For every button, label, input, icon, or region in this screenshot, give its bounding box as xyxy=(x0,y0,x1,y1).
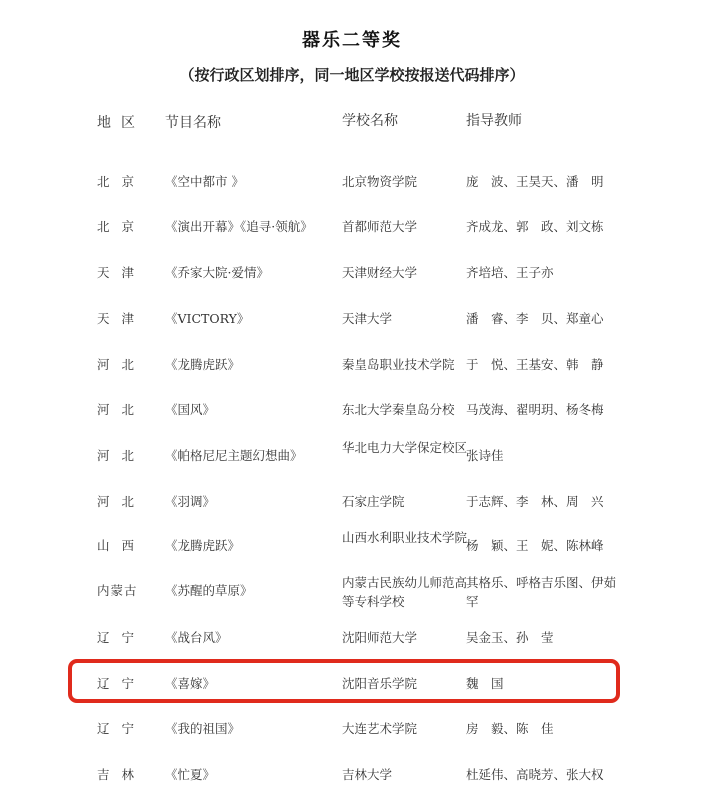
cell-region: 河北 xyxy=(97,357,147,372)
cell-teacher: 张诗佳 xyxy=(466,448,504,463)
cell-region: 河北 xyxy=(97,448,147,463)
cell-school: 大连艺术学院 xyxy=(342,721,418,736)
table-row xyxy=(0,400,704,440)
cell-program: 《VICTORY》 xyxy=(165,311,250,326)
cell-school: 东北大学秦皇岛分校 xyxy=(342,402,455,417)
cell-region: 辽宁 xyxy=(97,721,147,736)
cell-region: 河北 xyxy=(97,402,147,417)
cell-school: 天津财经大学 xyxy=(342,265,418,280)
cell-school: 山西水利职业技术学院 xyxy=(342,530,468,545)
cell-program: 《战台风》 xyxy=(165,630,228,645)
cell-teacher: 吴金玉、孙 莹 xyxy=(466,630,554,645)
cell-school: 首都师范大学 xyxy=(342,219,418,234)
table-row xyxy=(0,355,704,395)
cell-program: 《龙腾虎跃》 xyxy=(165,538,241,553)
cell-school: 石家庄学院 xyxy=(342,494,405,509)
cell-program: 《帕格尼尼主题幻想曲》 xyxy=(165,448,303,463)
cell-program: 《国风》 xyxy=(165,402,216,417)
cell-program: 《龙腾虎跃》 xyxy=(165,357,241,372)
cell-region: 辽宁 xyxy=(97,630,147,645)
cell-school: 天津大学 xyxy=(342,311,393,326)
table-row xyxy=(0,573,704,613)
cell-teacher: 其格乐、呼格吉乐图、伊茹罕 xyxy=(466,575,617,609)
cell-teacher: 于 悦、王基安、韩 静 xyxy=(466,357,604,372)
cell-program: 《演出开幕》《追寻·领航》 xyxy=(165,219,313,234)
cell-program: 《乔家大院·爱情》 xyxy=(165,265,269,280)
cell-school: 吉林大学 xyxy=(342,767,393,782)
cell-teacher: 潘 睿、李 贝、郑童心 xyxy=(466,311,604,326)
cell-teacher: 魏 国 xyxy=(466,676,504,691)
highlight-box xyxy=(68,659,620,703)
document-subtitle: （按行政区划排序，同一地区学校按报送代码排序） xyxy=(179,66,525,84)
document-title: 器乐二等奖 xyxy=(302,30,402,51)
cell-region: 天津 xyxy=(97,265,147,280)
cell-program: 《我的祖国》 xyxy=(165,721,241,736)
cell-school: 华北电力大学保定校区 xyxy=(342,440,468,455)
cell-region: 内蒙古 xyxy=(97,583,138,598)
cell-teacher: 杜延伟、高晓芳、张大权 xyxy=(466,767,604,782)
cell-teacher: 房 毅、陈 佳 xyxy=(466,721,554,736)
cell-school: 北京物资学院 xyxy=(342,174,418,189)
cell-school: 秦皇岛职业技术学院 xyxy=(342,357,455,372)
cell-program: 《忙夏》 xyxy=(165,767,216,782)
cell-teacher: 庞 波、王昊天、潘 明 xyxy=(466,174,604,189)
table-row xyxy=(0,263,704,303)
table-row xyxy=(0,172,704,212)
table-row xyxy=(0,492,704,532)
table-row xyxy=(0,528,704,568)
cell-teacher: 杨 颖、王 妮、陈林峰 xyxy=(466,538,604,553)
cell-region: 北京 xyxy=(97,174,147,189)
header-program: 节目名称 xyxy=(165,115,221,131)
header-region: 地区 xyxy=(97,115,145,131)
cell-program: 《空中都市 》 xyxy=(165,174,244,189)
cell-school: 内蒙古民族幼儿师范高等专科学校 xyxy=(342,575,468,609)
cell-region: 北京 xyxy=(97,219,147,234)
cell-program: 《羽调》 xyxy=(165,494,216,509)
cell-region: 辽宁 xyxy=(97,676,147,691)
table-row xyxy=(0,438,704,478)
table-row xyxy=(0,309,704,349)
cell-school: 沈阳音乐学院 xyxy=(342,676,418,691)
table-row xyxy=(0,765,704,805)
cell-region: 天津 xyxy=(97,311,147,326)
cell-teacher: 于志辉、李 林、周 兴 xyxy=(466,494,604,509)
cell-teacher: 齐成龙、郭 政、刘文栋 xyxy=(466,219,604,234)
table-row xyxy=(0,719,704,759)
table-row xyxy=(0,217,704,257)
cell-program: 《苏醒的草原》 xyxy=(165,583,253,598)
cell-teacher: 马茂海、翟明玥、杨冬梅 xyxy=(466,402,604,417)
cell-region: 吉林 xyxy=(97,767,147,782)
cell-region: 山西 xyxy=(97,538,147,553)
cell-teacher: 齐培培、王子亦 xyxy=(466,265,554,280)
header-teacher: 指导教师 xyxy=(466,113,522,129)
cell-school: 沈阳师范大学 xyxy=(342,630,418,645)
cell-program: 《喜嫁》 xyxy=(165,676,216,691)
cell-region: 河北 xyxy=(97,494,147,509)
header-school: 学校名称 xyxy=(342,113,398,129)
